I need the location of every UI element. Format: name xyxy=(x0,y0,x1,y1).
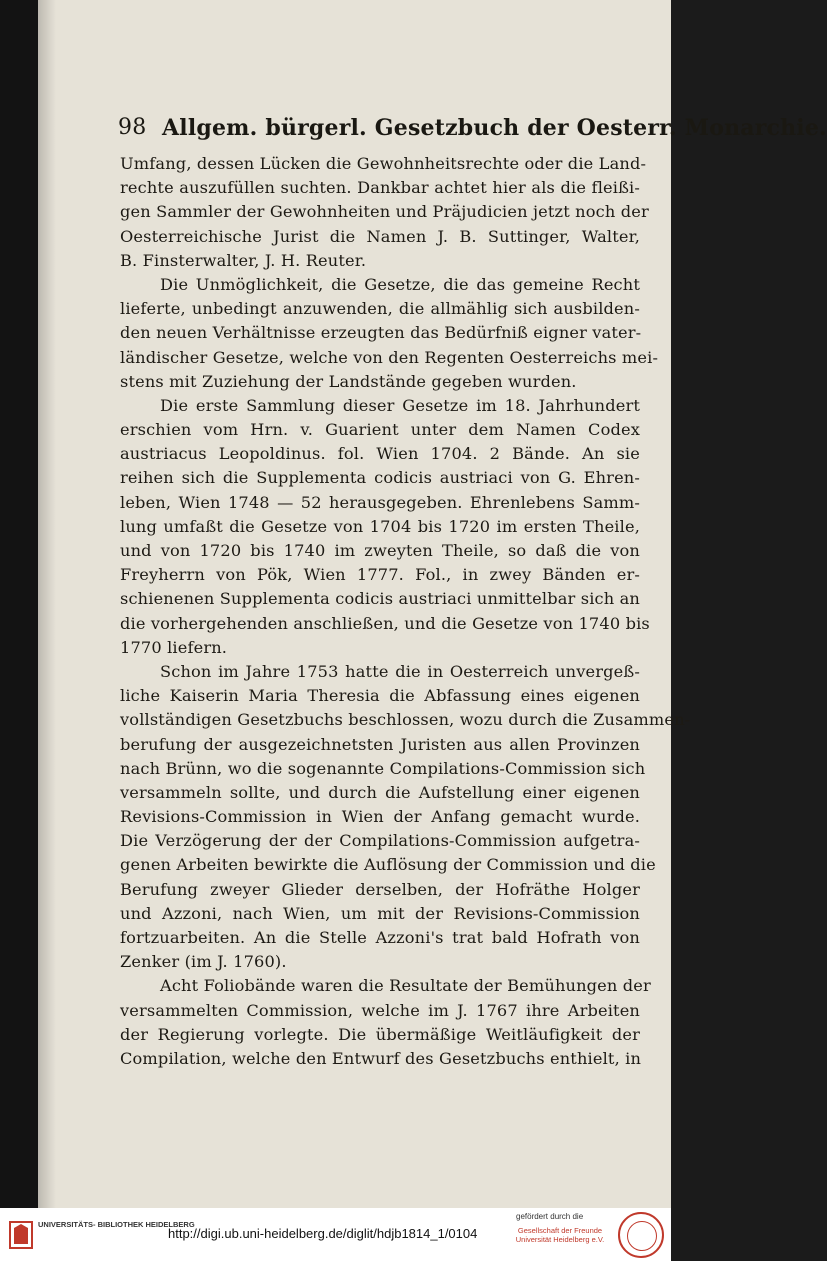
text-line: leben, Wien 1748 — 52 herausgegeben. Ehrenlebens Samm- xyxy=(120,492,640,512)
text-line: Die erste Sammlung dieser Gesetze im 18. Jahrhundert xyxy=(160,395,640,415)
page-header xyxy=(118,115,827,145)
text-line: 1770 liefern. xyxy=(120,637,228,657)
text-line: Die Verzögerung der der Compilations-Commission aufgetra- xyxy=(120,831,640,851)
text-line: Acht Foliobände waren die Resultate der Bemühungen der xyxy=(160,976,651,996)
text-line: gen Sammler der Gewohnheiten und Präjudicien jetzt noch der xyxy=(120,202,649,222)
text-line: Umfang, dessen Lücken die Gewohnheitsrechte oder die Land- xyxy=(120,154,647,173)
text-line: Revisions-Commission in Wien der Anfang gemacht wurde. xyxy=(120,807,640,827)
body-text xyxy=(120,152,691,1071)
text-line: rechte auszufüllen suchten. Dankbar achtet hier als die fleißi- xyxy=(120,178,640,198)
text-line: versammelten Commission, welche im J. 1767 ihre Arbeiten xyxy=(120,1000,640,1020)
text-line: den neuen Verhältnisse erzeugten das Bedürfniß eigner vater- xyxy=(120,323,642,343)
text-line: nach Brünn, wo die sogenannte Compilations-Commission sich xyxy=(120,758,646,778)
text-line: Schon im Jahre 1753 hatte die in Oesterreich unvergeß- xyxy=(160,661,640,681)
text-line: austriacus Leopoldinus. fol. Wien 1704. 2 Bände. An sie xyxy=(120,444,640,464)
text-line: Compilation, welche den Entwurf des Gesetzbuchs enthielt, in xyxy=(120,1048,642,1068)
university-library-logo-icon xyxy=(8,1220,34,1250)
text-line: berufung der ausgezeichnetsten Juristen aus allen Provinzen xyxy=(120,734,640,754)
text-line: Freyherrn von Pök, Wien 1777. Fol., in zwey Bänden er- xyxy=(120,565,640,585)
text-line: der Regierung vorlegte. Die übermäßige Weitläufigkeit der xyxy=(120,1024,640,1044)
text-line: Zenker (im J. 1760). xyxy=(120,952,287,972)
page-number: 98 xyxy=(118,115,147,140)
permalink-url[interactable]: http://digi.ub.uni-heidelberg.de/diglit/hdjb1814_1/0104 xyxy=(168,1226,478,1241)
funder-label: gefördert durch die xyxy=(516,1212,584,1221)
funder-seal-icon xyxy=(618,1212,664,1258)
text-line: Berufung zweyer Glieder derselben, der Hofräthe Holger xyxy=(120,879,640,899)
text-line: vollständigen Gesetzbuchs beschlossen, wozu durch die Zusammen- xyxy=(120,710,691,730)
text-line: genen Arbeiten bewirkte die Auflösung der Commission und die xyxy=(120,855,656,875)
text-line: schienenen Supplementa codicis austriaci unmittelbar sich an xyxy=(120,589,640,609)
text-line: ländischer Gesetze, welche von den Regenten Oesterreichs mei- xyxy=(120,347,659,367)
text-line: reihen sich die Supplementa codicis austriaci von G. Ehren- xyxy=(120,468,640,488)
text-line: und von 1720 bis 1740 im zweyten Theile, so daß die von xyxy=(120,541,640,560)
text-line: lung umfaßt die Gesetze von 1704 bis 1720 im ersten Theile, xyxy=(120,516,640,536)
viewer-footer xyxy=(0,1208,671,1261)
text-line: erschien vom Hrn. v. Guarient unter dem Namen Codex xyxy=(120,420,640,440)
text-line: Oesterreichische Jurist die Namen J. B. Suttinger, Walter, xyxy=(120,226,640,246)
text-line: die vorhergehenden anschließen, und die Gesetze von 1740 bis xyxy=(120,613,650,633)
running-title: Allgem. bürgerl. Gesetzbuch der Oesterr. Monarchie. xyxy=(162,115,827,141)
text-line: lieferte, unbedingt anzuwenden, die allmählig sich ausbilden- xyxy=(120,299,640,319)
library-name: UNIVERSITÄTS- BIBLIOTHEK HEIDELBERG xyxy=(38,1220,195,1229)
text-line: versammeln sollte, und durch die Aufstellung einer eigenen xyxy=(120,782,640,802)
text-line: B. Finsterwalter, J. H. Reuter. xyxy=(120,250,367,270)
text-line: fortzuarbeiten. An die Stelle Azzoni's trat bald Hofrath von xyxy=(120,928,640,947)
text-line: Die Unmöglichkeit, die Gesetze, die das gemeine Recht xyxy=(160,274,640,294)
text-line: stens mit Zuziehung der Landstände gegeben wurden. xyxy=(120,371,577,391)
page-gutter-shadow xyxy=(38,0,56,1208)
funder-name: Gesellschaft der Freunde Universität Heidelberg e.V. xyxy=(515,1226,605,1244)
text-line: und Azzoni, nach Wien, um mit der Revisions-Commission xyxy=(120,903,640,923)
text-line: liche Kaiserin Maria Theresia die Abfassung eines eigenen xyxy=(120,686,640,706)
